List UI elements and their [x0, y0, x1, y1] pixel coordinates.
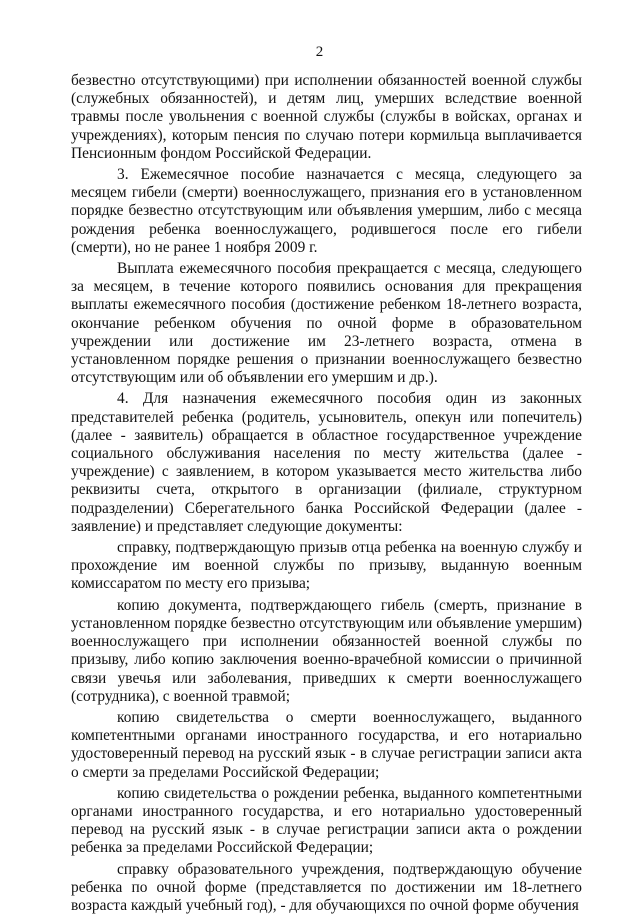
document-body [71, 72, 582, 918]
paragraph-7: копию свидетельства о смерти военнослужащего, выданного компетентными органами иностранного государства, и его нотариально удостоверенный перевод на русский язык - в случае регистрации записи акта о смерти за пределами Российской Федерации; [71, 708, 582, 781]
paragraph-6: копию документа, подтверждающего гибель (смерть, признание в установленном порядке безвестно отсутствующим или объявление умершим) военнослужащего при исполнении обязанностей военной службы по призыву, либо копию заключения военно-врачебной комиссии о причинной связи увечья или заболевания, приведших к смерти военнослужащего (сотрудника), с военной травмой; [71, 596, 582, 705]
paragraph-2: 3. Ежемесячное пособие назначается с месяца, следующего за месяцем гибели (смерти) военнослужащего, признания его в установленном порядке безвестно отсутствующим или объявления умершим, либо с месяца рождения ребенка военнослужащего, родившегося после его гибели (смерти), но не ранее 1 ноября 2009 г. [71, 166, 582, 256]
paragraph-4: 4. Для назначения ежемесячного пособия один из законных представителей ребенка (родитель, усыновитель, опекун или попечитель) (далее - заявитель) обращается в областное государственное учреждение социального обслуживания населения по месту жительства (далее - учреждение) с заявлением, в котором указывается место жительства либо реквизиты счета, открытого в организации (филиале, структурном подразделении) Сберегательного банка Российской Федерации (далее - заявление) и представляет следующие документы: [71, 390, 582, 535]
paragraph-3: Выплата ежемесячного пособия прекращается с месяца, следующего за месяцем, в течение которого появились основания для прекращения выплаты ежемесячного пособия (достижение ребенком 18-летнего возраста, окончание ребенком обучения по очной форме в образовательном учреждении или достижение им 23-летнего возраста, отмена в установленном порядке решения о признании военнослужащего безвестно отсутствующим или об объявлении его умершим и др.). [71, 260, 582, 387]
paragraph-9: справку образовательного учреждения, подтверждающую обучение ребенка по очной форме (представляется по достижении им 18-летнего возраста каждый учебный год), - для обучающихся по очной форме обучения [71, 860, 582, 914]
paragraph-1: безвестно отсутствующими) при исполнении обязанностей военной службы (служебных обязанностей), и детям лиц, умерших вследствие военной травмы после увольнения с военной службы (службы в войсках, органах и учреждениях), которым пенсия по случаю потери кормильца выплачивается Пенсионным фондом Российской Федерации. [71, 72, 582, 162]
paragraph-5: справку, подтверждающую призыв отца ребенка на военную службу и прохождение им военной службы по призыву, выданную военным комиссаратом по месту его призыва; [71, 539, 582, 593]
paragraph-8: копию свидетельства о рождении ребенка, выданного компетентными органами иностранного государства, и его нотариально удостоверенный перевод на русский язык - в случае регистрации записи акта о рождении ребенка за пределами Российской Федерации; [71, 784, 582, 857]
page-number: 2 [315, 44, 324, 60]
